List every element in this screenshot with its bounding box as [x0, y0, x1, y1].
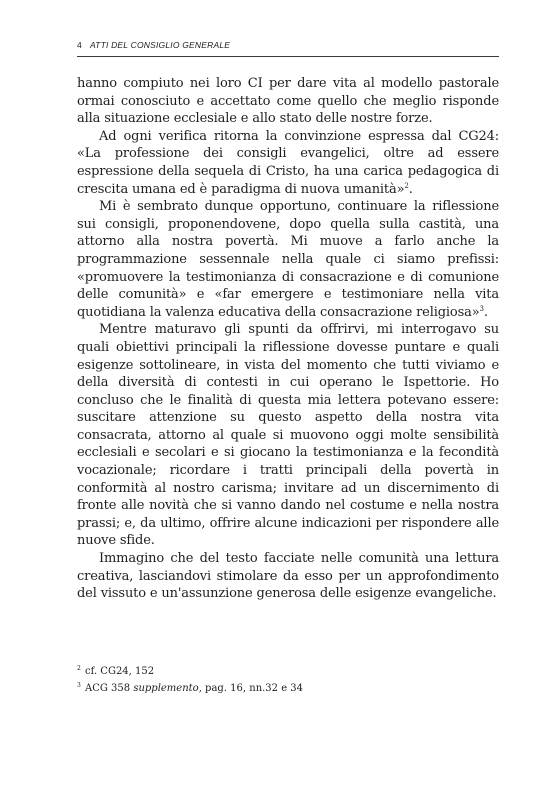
footnote-reference: 2 [404, 181, 409, 190]
running-header [77, 40, 499, 57]
footnote-mark: 2 [77, 665, 81, 672]
footnote-mark: 3 [77, 682, 81, 689]
footnote [77, 662, 499, 679]
paragraph-text: Ad ogni verifica ritorna la convinzione espressa dal CG24: «La professione dei consigli evangelici, oltre ad essere espressione della sequela di Cristo, ha una carica pedagogica di crescita umana ed è paradigma di nuova umanità» [77, 128, 499, 197]
footnote-text: cf. CG24, 152 [85, 666, 155, 677]
footnote-reference: 3 [479, 304, 484, 313]
page-number: 4 [77, 40, 82, 50]
paragraph [77, 128, 499, 198]
footnote-text: , pag. 16, nn.32 e 34 [198, 683, 304, 694]
paragraph-text: hanno compiuto nei loro CI per dare vita al modello pastorale ormai conosciuto e accettato come quello che meglio risponde alla situazione ecclesiale e allo stato delle nostre forze. [77, 76, 499, 127]
paragraph-text: Mi è sembrato dunque opportuno, continuare la riflessione sui consigli, proponendovene, dopo quella sulla castità, una attorno alla nostra povertà. Mi muove a farlo anche la programmazione sessennale nella quale ci siamo prefissi: «promuovere la testimonianza di consacrazione e di comunione delle comunità» e «far emergere e testimoniare nella vita quotidiana la valenza educativa della consacrazione religiosa» [77, 199, 499, 320]
footnotes [77, 662, 499, 696]
body-text [77, 75, 499, 603]
paragraph [77, 550, 499, 603]
paragraph-end: . [483, 304, 488, 320]
running-title: ATTI DEL CONSIGLIO GENERALE [89, 40, 231, 50]
paragraph-end: . [408, 181, 413, 197]
paragraph [77, 198, 499, 321]
paragraph-text: Mentre maturavo gli spunti da offrirvi, mi interrogavo su quali obiettivi principali la riflessione dovesse puntare e quali esigenze sottolineare, in vista del momento che tutti viviamo e della diversità di contesti in cui operano le Ispettorie. Ho concluso che le finalità di questa mia lettera potevano essere: suscitare attenzione su questo aspetto della nostra vita consacrata, attorno al quale si muovono oggi molte sensibilità ecclesiali e secolari e si giocano la testimonianza e la fecondità vocazionale; ricordare i tratti principali della povertà in conformità al nostro carisma; invitare ad un discernimento di fronte alle novità che si vanno dando nel costume e nella nostra prassi; e, da ultimo, offrire alcune indicazioni per rispondere alle nuove sfide. [77, 322, 499, 549]
paragraph [77, 321, 499, 550]
footnote [77, 679, 499, 696]
paragraph [77, 75, 499, 128]
footnote-text: ACG 358 [85, 683, 134, 694]
paragraph-text: Immagino che del testo facciate nelle comunità una lettura creativa, lasciandovi stimolare da esso per un approfondimento del vissuto e un'assunzione generosa delle esigenze evangeliche. [77, 551, 499, 602]
footnote-text-italic: supplemento [133, 683, 199, 694]
